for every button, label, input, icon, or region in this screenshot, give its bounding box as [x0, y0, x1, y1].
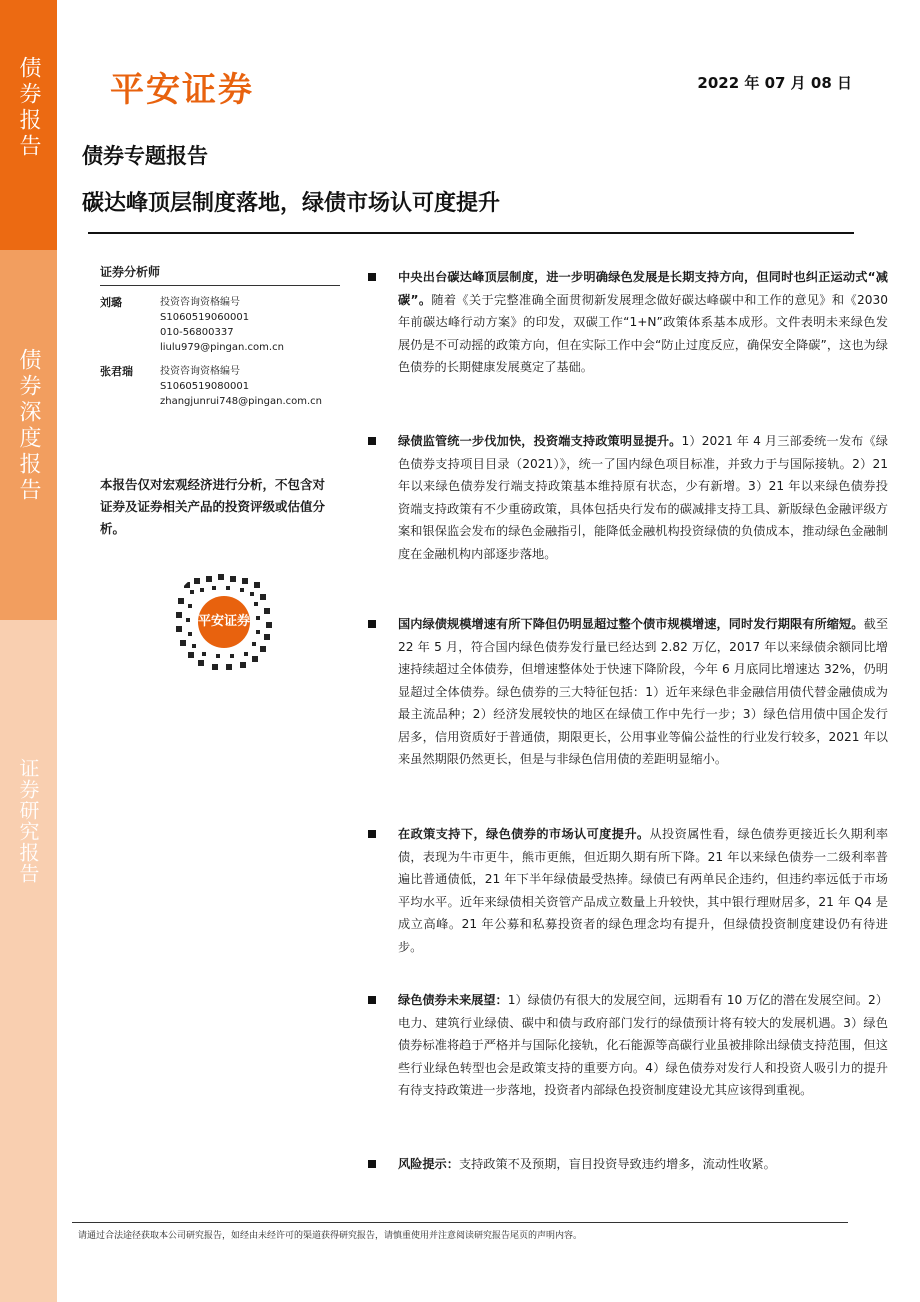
- sidebar: [0, 0, 57, 1302]
- summary-bullet: [368, 266, 888, 379]
- bullet-heading: 在政策支持下，绿色债券的市场认可度提升。: [398, 827, 650, 841]
- sidebar-segment-bond-report: [0, 0, 57, 250]
- analyst-cert-number: S1060519060001: [160, 312, 250, 323]
- square-bullet-icon: [368, 830, 376, 838]
- analyst-panel: [100, 263, 340, 409]
- footer-divider: [72, 1222, 848, 1223]
- company-logo: 平安证券: [110, 70, 254, 110]
- summary-bullet: [368, 613, 888, 771]
- summary-bullet: [368, 430, 888, 565]
- bullet-heading: 风险提示：: [398, 1157, 459, 1171]
- bullet-heading: 绿色债券未来展望：: [398, 993, 508, 1007]
- analyst-name: 张君瑞: [100, 365, 133, 378]
- analysis-disclaimer: 本报告仅对宏观经济进行分析，不包含对证券及证券相关产品的投资评级或估值分析。: [100, 477, 326, 536]
- qr-code[interactable]: [170, 568, 278, 676]
- analyst-heading: 证券分析师: [100, 263, 340, 286]
- report-date: 2022 年 07 月 08 日: [697, 74, 852, 92]
- square-bullet-icon: [368, 620, 376, 628]
- analyst-cert-label: 投资咨询资格编号: [160, 366, 240, 377]
- bullet-body: 截至 22 年 5 月，符合国内绿色债券发行量已经达到 2.82 万亿，2017 年以来绿债余额同比增速持续超过全体债券，但增速整体处于快速下降阶段，今年 6 月底同比增速达 32%，仍明显超过全体债券。绿色债券的三大特征包括：1）近年来绿色非金融信用债代替金融债成为最主流品种；2）经济发展较快的地区在绿债工作中先行一步；3）绿色信用债中国企发行居多，信用资质好于普通债，期限更长，公用事业等偏公益性的行业发行较多，2021 年以来虽然期限仍然更长，但是与非绿色信用债的差距明显缩小。: [398, 617, 889, 766]
- bullet-body: 1）2021 年 4 月三部委统一发布《绿色债券支持项目目录（2021）》，统一了国内绿色项目标准，并致力于与国际接轨。2）21 年以来绿色债券发行端支持政策基本维持原有状态，少有新增。3）21 年以来绿色债券投资端支持政策有不少重磅政策，具体包括央行发布的碳减排支持工具、新版绿色金融评级方案和银保监会发布的绿色金融指引，能降低金融机构投资绿债的负债成本，推动绿色金融制度在金融机构内部逐步落地。: [398, 434, 888, 561]
- analyst-entry: [100, 364, 340, 409]
- bullet-body: 从投资属性看，绿色债券更接近长久期利率债，表现为牛市更牛，熊市更熊，但近期久期有所下降。21 年以来绿色债券一二级利率普遍比普通债低，21 年下半年绿债最受热捧。绿债已有两单民企违约，但违约率远低于市场平均水平。近年来绿债相关资管产品成立数量上升较快，其中银行理财居多，21 年 Q4 是成立高峰。21 年公募和私募投资者的绿色理念均有提升，但绿债投资制度建设仍有待进步。: [398, 827, 889, 954]
- sidebar-segment-securities-research: [0, 620, 57, 1302]
- analyst-email[interactable]: liulu979@pingan.com.cn: [160, 342, 284, 353]
- analyst-info: [160, 364, 340, 409]
- summary-bullet: [368, 989, 888, 1102]
- bullet-heading: 中央出台碳达峰顶层制度，进一步明确绿色发展是长期支持方向，但同时也纠正运动式“减碳”。: [398, 270, 888, 307]
- analyst-email[interactable]: zhangjunrui748@pingan.com.cn: [160, 396, 322, 407]
- report-title: 碳达峰顶层制度落地，绿债市场认可度提升: [82, 191, 501, 216]
- bullet-heading: 国内绿债规模增速有所下降但仍明显超过整个债市规模增速，同时发行期限有所缩短。: [398, 617, 864, 631]
- footer-notice: 请通过合法途径获取本公司研究报告，如经由未经许可的渠道获得研究报告，请慎重使用并注意阅读研究报告尾页的声明内容。: [78, 1231, 583, 1241]
- summary-bullet: [368, 1153, 888, 1176]
- bullet-heading: 绿债监管统一步伐加快，投资端支持政策明显提升。: [398, 434, 682, 448]
- sidebar-label-securities-research: 证券研究报告: [16, 758, 40, 884]
- bullet-body: 支持政策不及预期，盲目投资导致违约增多，流动性收紧。: [458, 1157, 776, 1171]
- bullet-body: 随着《关于完整准确全面贯彻新发展理念做好碳达峰碳中和工作的意见》和《2030 年前碳达峰行动方案》的印发，双碳工作“1+N”政策体系基本成形。文件表明未来绿色发展仍是不可动摇的政策方向，但在实际工作中会“防止过度反应，确保安全降碳”，这也为绿色债券的长期健康发展奠定了基础。: [398, 292, 888, 374]
- sidebar-label-bond-report: 债券报告: [16, 56, 41, 160]
- bullet-body: 1）绿债仍有很大的发展空间，远期看有 10 万亿的潜在发展空间。2）电力、建筑行业绿债、碳中和债与政府部门发行的绿债预计将有较大的发展机遇。3）绿色债券标准将趋于严格并与国际化接轨，化石能源等高碳行业虽被排除出绿债支持范围，但这些行业绿色转型也会是政策支持的重要方向。4）绿色债券对发行人和投资人吸引力的提升有待支持政策进一步落地，投资者内部绿色投资制度建设尤其应该得到重视。: [398, 993, 889, 1097]
- square-bullet-icon: [368, 1160, 376, 1168]
- analyst-entry: [100, 295, 340, 355]
- title-divider: [88, 232, 854, 234]
- square-bullet-icon: [368, 996, 376, 1004]
- analyst-cert-label: 投资咨询资格编号: [160, 297, 240, 308]
- analyst-name: 刘璐: [100, 296, 122, 309]
- analyst-cert-number: S1060519080001: [160, 381, 250, 392]
- analyst-info: [160, 295, 340, 355]
- sidebar-segment-bond-depth-report: [0, 250, 57, 620]
- report-type: 债券专题报告: [82, 144, 208, 168]
- square-bullet-icon: [368, 273, 376, 281]
- sidebar-label-bond-depth-report: 债券深度报告: [16, 348, 41, 504]
- square-bullet-icon: [368, 437, 376, 445]
- summary-bullet: [368, 823, 888, 958]
- qr-brand-badge: 平安证券: [198, 596, 250, 648]
- analyst-phone: 010-56800337: [160, 327, 234, 338]
